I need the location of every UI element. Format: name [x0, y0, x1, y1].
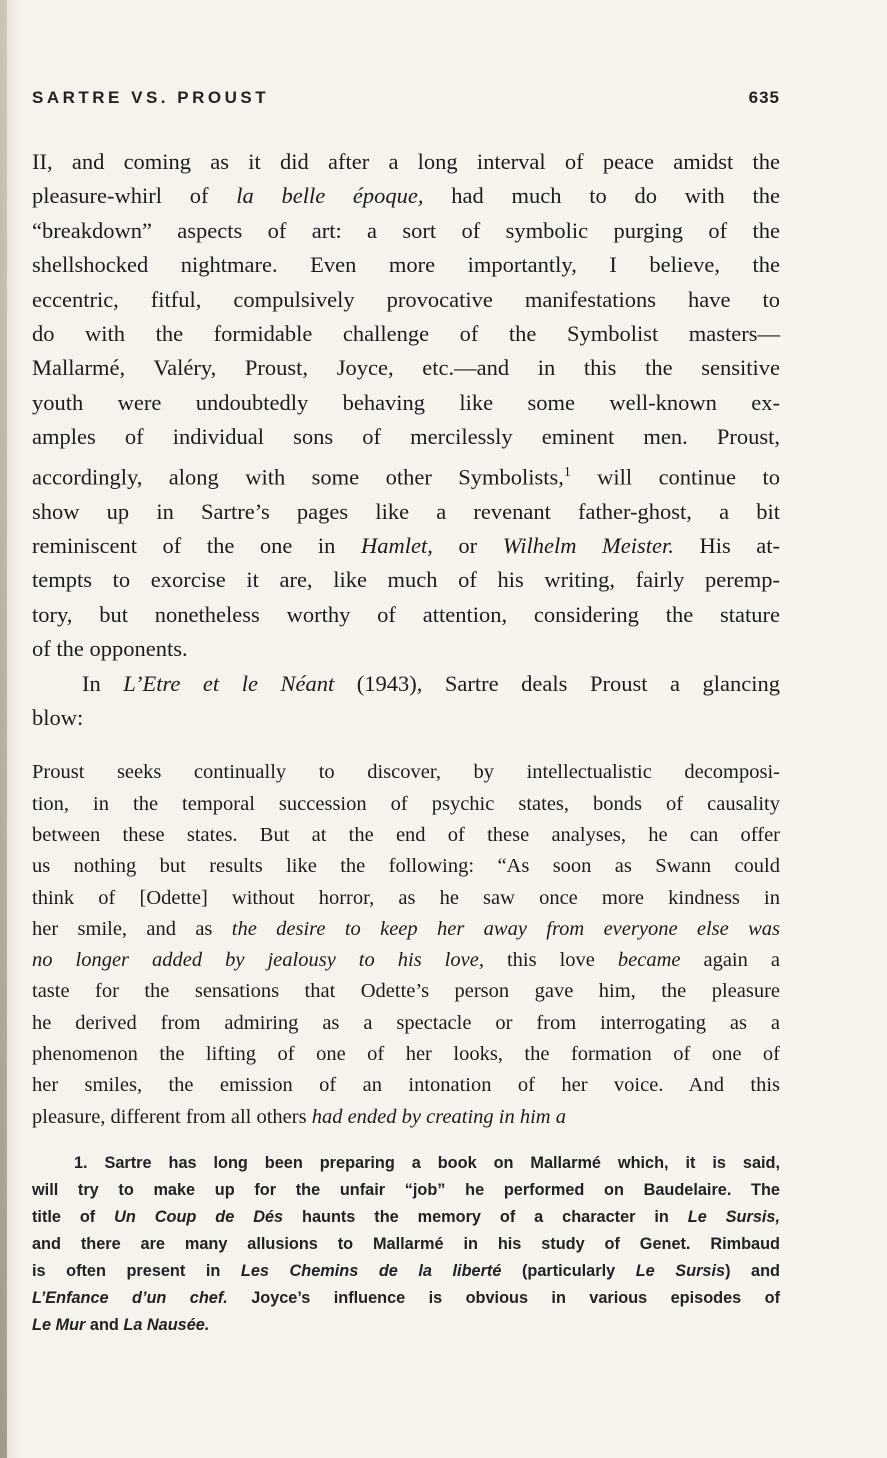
paragraph1-line: pleasure-whirl of la belle époque, had much to do with the	[32, 183, 780, 209]
quote-line: phenomenon the lifting of one of her looks, the formation of one of	[32, 1043, 780, 1066]
paragraph1-line: tempts to exorcise it are, like much of his writing, fairly peremp-	[32, 567, 780, 593]
quote-line: between these states. But at the end of these analyses, he can offer	[32, 824, 780, 846]
block-quote	[32, 757, 780, 1133]
paragraph1-line: amples of individual sons of mercilessly eminent men. Proust,	[32, 424, 780, 450]
paragraph1-line: do with the formidable challenge of the Symbolist masters—	[32, 321, 780, 347]
footnote-line: Le Mur and La Nausée.	[32, 1316, 210, 1334]
quote-line: us nothing but results like the following: “As soon as Swann could	[32, 855, 780, 878]
paragraph1-line: eccentric, fitful, compulsively provocative manifestations have to	[32, 286, 780, 312]
paragraph-1	[32, 145, 780, 667]
running-head	[32, 88, 780, 114]
running-head-title: SARTRE VS. PROUST	[32, 88, 270, 107]
paragraph1-line: show up in Sartre’s pages like a revenant father-ghost, a bit	[32, 498, 780, 524]
page-number: 635	[748, 88, 780, 107]
paragraph1-line: of the opponents.	[32, 636, 188, 662]
quote-line: think of [Odette] without horror, as he saw once more kindness in	[32, 886, 780, 909]
quote-line: Proust seeks continually to discover, by intellectualistic decomposi-	[32, 761, 780, 784]
paragraph2-line: In L’Etre et le Néant (1943), Sartre deals Proust a glancing	[82, 670, 781, 696]
quote-line: tion, in the temporal succession of psychic states, bonds of causality	[32, 792, 780, 815]
footnote-line: L’Enfance d’un chef. Joyce’s influence is obvious in various episodes of	[32, 1289, 780, 1307]
footnote-line: will try to make up for the unfair “job” he performed on Baudelaire. The	[32, 1181, 780, 1199]
paragraph1-line: shellshocked nightmare. Even more importantly, I believe, the	[32, 252, 780, 278]
footnote-line: title of Un Coup de Dés haunts the memory of a character in Le Sursis,	[32, 1208, 780, 1226]
paragraph2-line: blow:	[32, 705, 84, 730]
paragraph1-line: Mallarmé, Valéry, Proust, Joyce, etc.—and in this the sensitive	[32, 355, 780, 381]
footnote-line: 1. Sartre has long been preparing a book on Mallarmé which, it is said,	[74, 1154, 780, 1172]
paragraph1-line: tory, but nonetheless worthy of attention, considering the stature	[32, 601, 780, 627]
quote-line: pleasure, different from all others had ended by creating in him a	[32, 1105, 566, 1128]
quote-line: he derived from admiring as a spectacle or from interrogating as a	[32, 1011, 780, 1034]
footnote	[32, 1150, 780, 1339]
book-spine-shadow	[0, 0, 7, 1458]
quote-line: taste for the sensations that Odette’s person gave him, the pleasure	[32, 980, 780, 1003]
paragraph-2	[32, 667, 780, 736]
paragraph1-line: “breakdown” aspects of art: a sort of symbolic purging of the	[32, 217, 780, 243]
paragraph1-line: youth were undoubtedly behaving like some well-known ex-	[32, 389, 780, 415]
quote-line: her smiles, the emission of an intonation of her voice. And this	[32, 1074, 780, 1097]
body-text	[32, 145, 780, 1133]
paragraph1-line: II, and coming as it did after a long interval of peace amidst the	[32, 149, 780, 174]
footnote-line: and there are many allusions to Mallarmé in his study of Genet. Rimbaud	[32, 1235, 780, 1253]
paragraph1-line: reminiscent of the one in Hamlet, or Wilhelm Meister. His at-	[32, 532, 780, 558]
footnote-line: is often present in Les Chemins de la liberté (particularly Le Sursis) and	[32, 1262, 780, 1280]
quote-line: no longer added by jealousy to his love, this love became again a	[32, 949, 780, 972]
paragraph1-line: accordingly, along with some other Symbolists,$^1$ will continue to	[32, 463, 780, 490]
quote-line: her smile, and as the desire to keep her away from everyone else was	[32, 917, 780, 940]
